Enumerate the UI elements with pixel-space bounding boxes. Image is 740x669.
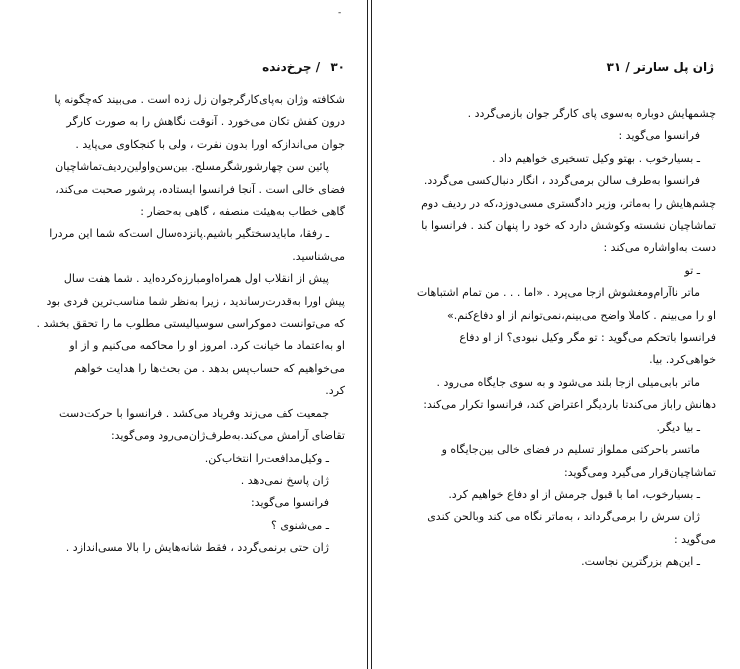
left-header-separator: / [315,60,321,74]
text-line: می‌گوید : [673,532,716,546]
text-line: می‌شناسید. [292,249,345,263]
text-line: کرد. [325,384,345,398]
text-line: جوان می‌اندازکه اورا بدون نفرت ، ولی با کنجکاوی می‌پاید . [75,137,345,151]
text-line: خواهی‌کرد. بیا. [649,353,716,367]
text-line: فرانسوا باتحکم می‌گوید : تو مگر وکیل نبودی؟ از او دفاع [459,331,716,345]
text-line: تقاضای آرامش می‌کند.به‌طرف‌ژان‌می‌رود ومی‌گوید: [110,429,345,443]
text-line: فرانسوا می‌گوید: [250,496,329,510]
text-line: ـ می‌شنوی ؟ [271,518,329,532]
left-page-body [27,89,345,560]
text-line: ـ این‌هم بزرگترین نجاست. [581,555,700,569]
text-line: ژان پاسخ نمی‌دهد . [240,473,329,487]
left-page [0,0,368,669]
text-line: ماتسر باحرکتی مملواز تسلیم در فضای خالی بین‌جایگاه و [441,443,700,457]
text-line: تماشاچیان نشسته وکوشش دارد که خود را پنهان کند . فرانسوا با [421,219,716,233]
right-header-separator: / [625,60,630,74]
text-line: پائین سن چهارشورشگرمسلح. بین‌سن‌واولین‌ردیف‌تماشاچیان [55,160,329,174]
text-line: چشمهایش دوباره به‌سوی پای کارگر جوان بازمی‌گردد . [467,107,716,120]
text-line: می‌خواهیم که حساب‌پس بدهد . من بحث‌ها را هدایت خواهم [74,361,345,375]
text-line: او به‌اعتماد ما خیانت کرد. امروز او را محاکمه می‌کنیم و از او [69,339,345,353]
text-line: ژان حتی برنمی‌گردد ، فقط شانه‌هایش را بالا مسی‌اندازد . [65,541,329,555]
text-line: ـ بسیارخوب، اما با قبول جرمش از او دفاع خواهیم کرد. [448,487,700,501]
left-running-title: چرخ‌دنده [262,60,312,74]
text-line: او را می‌بینم . کاملا واضح می‌بینم،نمی‌توانم از او دفاع‌کنم.» [447,308,716,322]
text-line: تماشاچیان‌قرار می‌گیرد ومی‌گوید: [564,465,716,479]
text-line: پیش اورا به‌قدرت‌رساندید ، زیرا به‌نظر شما مناسب‌ترین فردی بود [46,294,345,308]
text-line: ـ وکیل‌مدافعت‌را انتخاب‌کن. [204,451,329,465]
right-page-number: ۳۱ [606,60,622,74]
left-page-number: ۳۰ [330,60,345,74]
text-line: چشم‌هایش را به‌ماتر، وزیر دادگستری مسی‌دوزد،که در ردیف دوم [421,196,716,210]
right-page-body [402,103,716,574]
text-line: ماتر ناآرام‌ومغشوش ازجا می‌پرد . «اما . . . من تمام اشتباهات [416,286,700,300]
text-line: ـ بیا دیگر. [656,420,700,434]
text-line: دهانش راباز می‌کندتا باردیگر اعتراض کند، فرانسوا تکرار می‌کند: [423,398,716,412]
text-line: فرانسوا به‌طرف سالن برمی‌گردد ، انگار دنبال‌کسی می‌گردد. [423,174,700,188]
left-page-header [262,60,345,74]
text-line: گاهی خطاب به‌هیئت منصفه ، گاهی به‌حضار : [140,205,345,219]
text-line: ماتر بابی‌میلی ازجا بلند می‌شود و به سوی جایگاه می‌رود . [436,375,700,389]
right-running-title: ژان پل سارتر [633,60,714,74]
text-line: ـ تو [684,263,700,277]
text-line: فرانسوا می‌گوید : [618,129,700,143]
text-line: فضای خالی است . آنجا فرانسوا ایستاده، پرشور صحبت می‌کند، [55,182,345,196]
text-line: ـ بسیارخوب . بهتو وکیل تسخیری خواهیم داد . [491,151,700,165]
text-line: که می‌توانست دموکراسی سوسیالیستی مطلوب ما را تحقق بخشد . [36,317,345,331]
text-line: جمعیت کف می‌زند وفریاد می‌کشد . فرانسوا با حرکت‌دست [59,406,329,420]
right-page [371,0,740,669]
right-page-header [601,60,714,74]
text-line: ژان سرش را برمی‌گرداند ، به‌ماتر نگاه می کند وبالحن کندی [427,510,700,524]
text-line: درون کفش تکان می‌خورد . آنوقت نگاهش را به صورت کارگر [66,115,345,129]
text-line: شکافته وژان به‌پای‌کارگرجوان زل زده است . می‌بیند که‌چگونه پا [54,93,345,106]
text-line: دست به‌اواشاره می‌کند : [603,241,716,255]
corner-mark: - [338,8,342,18]
text-line: ـ رفقا، ماباید‌سختگیر باشیم.پانزده‌سال است‌که شما این مردرا [49,227,329,241]
text-line: پیش از انقلاب اول همراه‌اومبارزه‌کرده‌اید . شما هفت سال [63,272,329,286]
